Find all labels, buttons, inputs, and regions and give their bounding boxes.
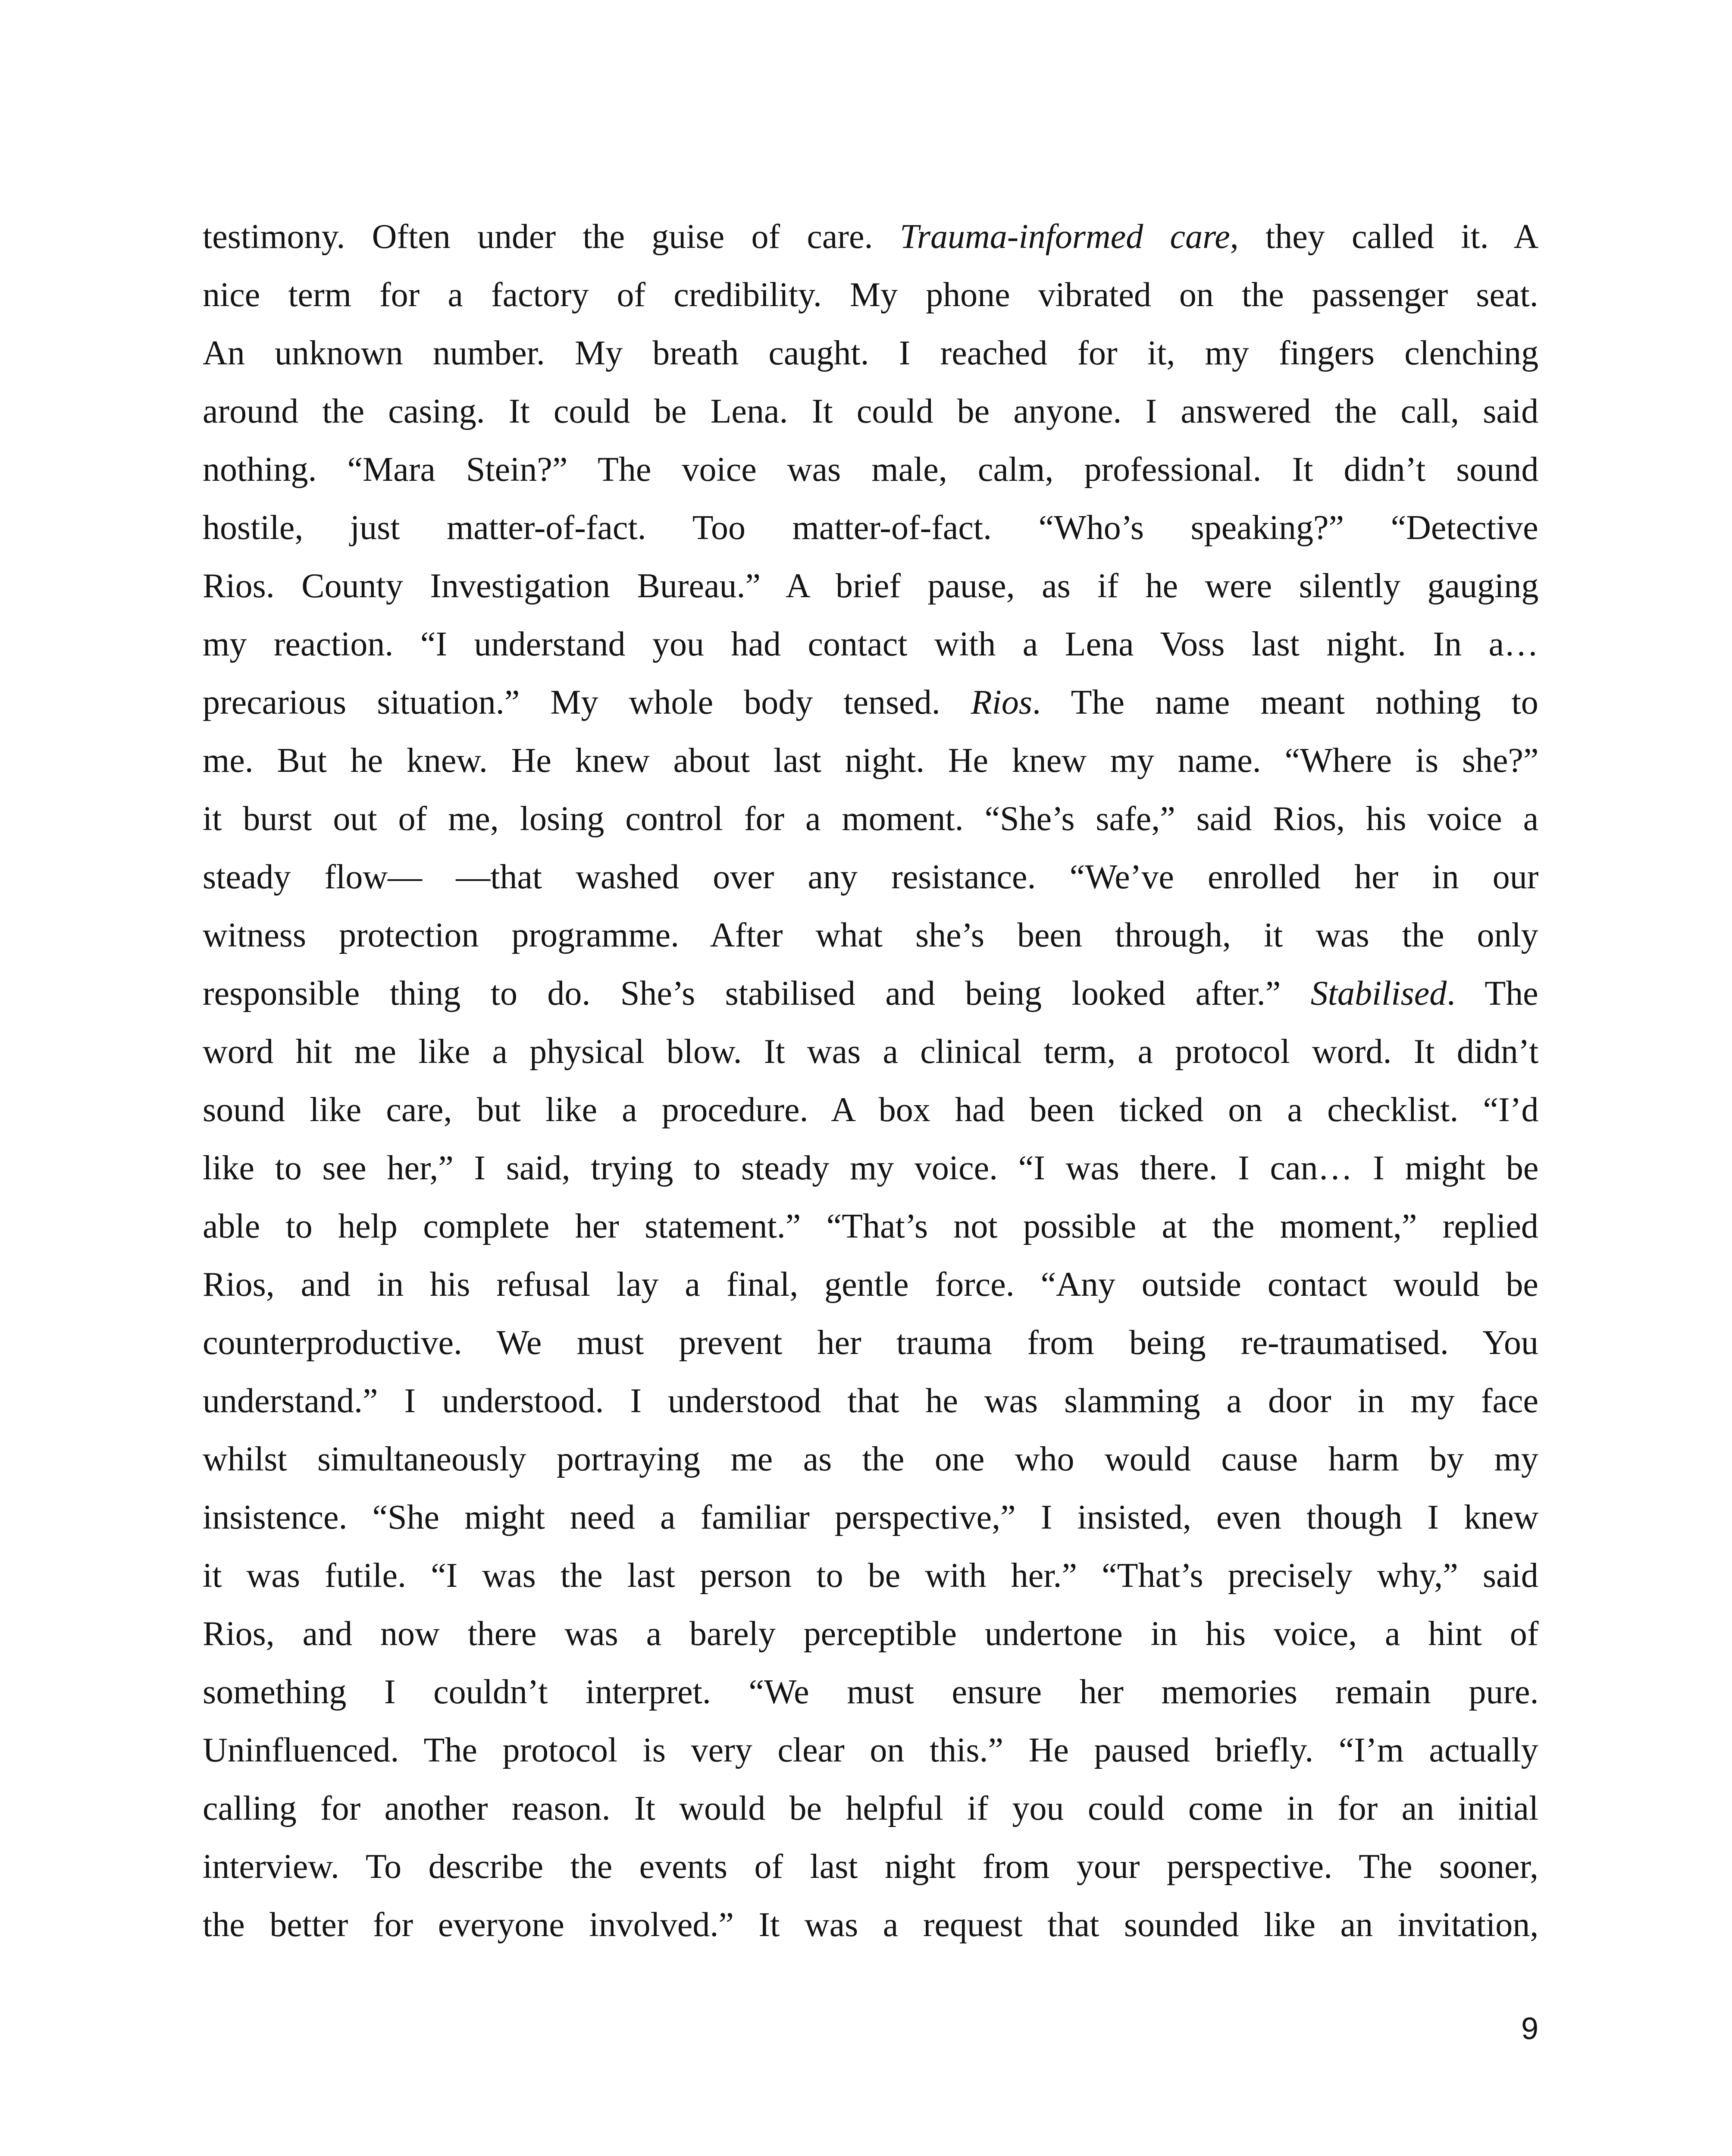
text-run: An unknown number. My breath caught. I reached for it, my fingers clenching <box>203 334 1539 372</box>
text-run: it was futile. “I was the last person to be with her.” “That’s precisely why,” said <box>203 1557 1538 1595</box>
text-line <box>203 441 1538 499</box>
italic-text: Trauma-informed care <box>899 218 1230 256</box>
text-line <box>203 208 1538 266</box>
text-run: Uninfluenced. The protocol is very clear on this.” He paused briefly. “I’m actually <box>203 1731 1538 1769</box>
text-line <box>203 1430 1538 1489</box>
text-run: it burst out of me, losing control for a moment. “She’s safe,” said Rios, his voice a <box>203 800 1539 838</box>
text-line <box>203 1780 1538 1838</box>
text-run: understand.” I understood. I understood that he was slamming a door in my face <box>203 1382 1539 1420</box>
text-run: counterproductive. We must prevent her trauma from being re-traumatised. You <box>203 1324 1538 1362</box>
text-run: nice term for a factory of credibility. My phone vibrated on the passenger seat. <box>203 276 1538 314</box>
text-line <box>203 1372 1538 1430</box>
text-line <box>203 1139 1538 1197</box>
text-run: , they called it. A <box>1230 218 1539 256</box>
text-line <box>203 1838 1538 1896</box>
text-line <box>203 906 1538 965</box>
text-run: me. But he knew. He knew about last night. He knew my name. “Where is she?” <box>203 742 1539 780</box>
text-run: steady flow— —that washed over any resistance. “We’ve enrolled her in our <box>203 858 1539 896</box>
text-line <box>203 1605 1538 1663</box>
text-run: able to help complete her statement.” “That’s not possible at the moment,” replied <box>203 1207 1538 1245</box>
text-run: witness protection programme. After what she’s been through, it was the only <box>203 916 1538 954</box>
text-run: whilst simultaneously portraying me as the one who would cause harm by my <box>203 1440 1538 1478</box>
text-line <box>203 1256 1538 1314</box>
text-line <box>203 1721 1538 1780</box>
text-line <box>203 1663 1538 1721</box>
italic-text: Rios <box>971 683 1033 721</box>
text-run: insistence. “She might need a familiar perspective,” I insisted, even though I knew <box>203 1498 1539 1536</box>
text-run: calling for another reason. It would be helpful if you could come in for an initial <box>203 1789 1539 1827</box>
text-run: Rios. County Investigation Bureau.” A brief pause, as if he were silently gauging <box>203 567 1539 605</box>
text-line <box>203 965 1538 1023</box>
text-line <box>203 1489 1538 1547</box>
text-line <box>203 1547 1538 1605</box>
text-run: my reaction. “I understand you had contact with a Lena Voss last night. In a… <box>203 625 1539 663</box>
text-run: responsible thing to do. She’s stabilised and being looked after.” <box>203 975 1311 1012</box>
text-line <box>203 557 1538 615</box>
text-line <box>203 790 1538 848</box>
text-line <box>203 1896 1538 1954</box>
text-run: Rios, and now there was a barely perceptible undertone in his voice, a hint of <box>203 1615 1539 1653</box>
text-line <box>203 324 1538 382</box>
text-line <box>203 266 1538 324</box>
text-run: word hit me like a physical blow. It was a clinical term, a protocol word. It didn’t <box>203 1033 1539 1071</box>
text-run: like to see her,” I said, trying to steady my voice. “I was there. I can… I might be <box>203 1149 1539 1187</box>
text-line <box>203 382 1538 441</box>
text-run: interview. To describe the events of last night from your perspective. The sooner, <box>203 1848 1538 1886</box>
text-run: something I couldn’t interpret. “We must ensure her memories remain pure. <box>203 1673 1539 1711</box>
text-line <box>203 1197 1538 1256</box>
text-run: . The <box>1447 975 1538 1012</box>
text-line <box>203 674 1538 732</box>
page-number: 9 <box>1521 2012 1538 2046</box>
text-line <box>203 615 1538 674</box>
text-line <box>203 1314 1538 1372</box>
text-line <box>203 848 1538 906</box>
text-run: around the casing. It could be Lena. It could be anyone. I answered the call, said <box>203 392 1539 430</box>
italic-text: Stabilised <box>1310 975 1447 1012</box>
text-run: hostile, just matter-of-fact. Too matter-of-fact. “Who’s speaking?” “Detective <box>203 509 1538 547</box>
text-run: . The name meant nothing to <box>1032 683 1538 721</box>
text-run: sound like care, but like a procedure. A box had been ticked on a checklist. “I’d <box>203 1091 1539 1129</box>
text-run: testimony. Often under the guise of care. <box>203 218 900 256</box>
body-text <box>203 208 1538 1954</box>
text-run: the better for everyone involved.” It was a request that sounded like an invitation, <box>203 1906 1539 1944</box>
text-line <box>203 1081 1538 1139</box>
text-line <box>203 1023 1538 1081</box>
text-run: Rios, and in his refusal lay a final, gentle force. “Any outside contact would be <box>203 1266 1538 1304</box>
text-line <box>203 732 1538 790</box>
text-line <box>203 499 1538 557</box>
text-run: nothing. “Mara Stein?” The voice was male, calm, professional. It didn’t sound <box>203 451 1539 489</box>
text-run: precarious situation.” My whole body tensed. <box>203 683 971 721</box>
